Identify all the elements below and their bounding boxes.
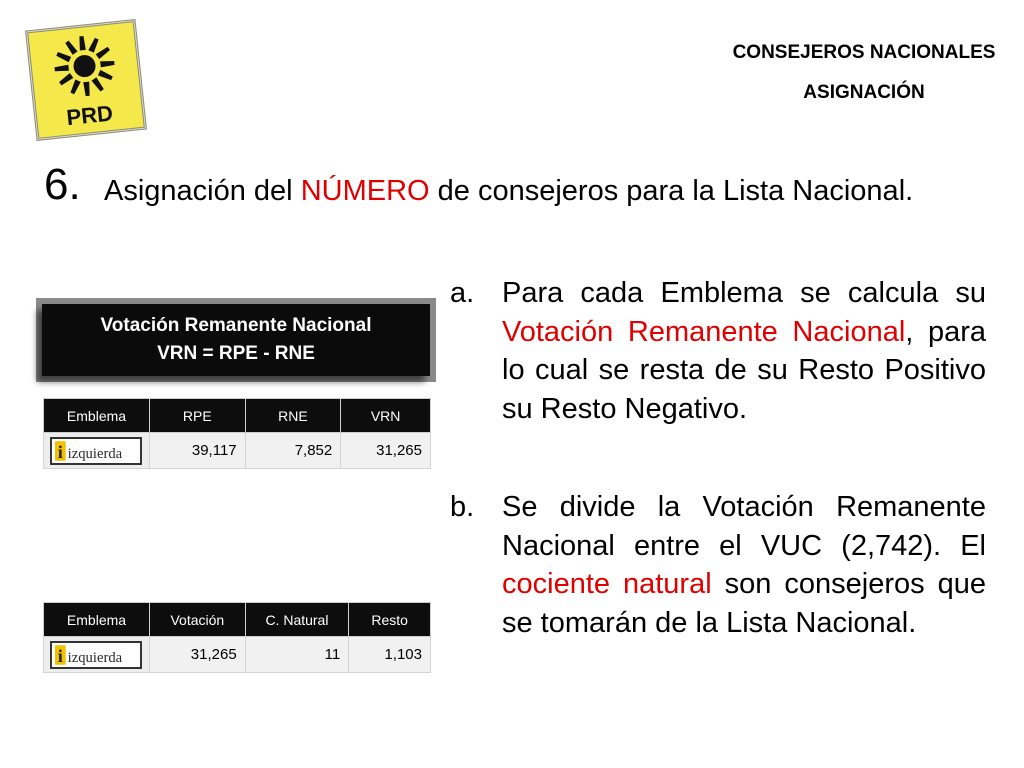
emblem-cell (44, 433, 150, 469)
izquierda-emblem-icon (50, 437, 142, 465)
formula-equation: VRN = RPE - RNE (157, 343, 315, 364)
svg-text:i: i (57, 441, 63, 462)
table-cell: 1,103 (349, 637, 431, 673)
col-header: Emblema (44, 603, 150, 637)
header-subtitle: ASIGNACIÓN (803, 82, 925, 103)
bullet-marker: b. (450, 491, 475, 523)
formula-box (42, 304, 430, 376)
table-cell: 31,265 (149, 637, 245, 673)
table-cell: 31,265 (341, 433, 431, 469)
col-header: Resto (349, 603, 431, 637)
bullet-text: Para cada Emblema se calcula su (502, 277, 986, 309)
bullet-marker: a. (450, 277, 475, 309)
table-cell: 7,852 (245, 433, 341, 469)
table-header-row (44, 603, 431, 637)
bullet-body (502, 488, 986, 642)
bullet-highlight: Votación Remanente Nacional (502, 315, 906, 348)
prd-logo (22, 16, 149, 143)
emblem-cell (44, 637, 150, 673)
bullet-a (450, 274, 986, 428)
vrn-table (43, 398, 431, 469)
bullet-highlight: cociente natural (502, 568, 712, 600)
cociente-table (43, 602, 431, 673)
bullet-text: , para lo cual se resta de su Resto Positivo su Resto Negativo. (502, 315, 986, 425)
logo-text: PRD (65, 100, 115, 131)
izquierda-emblem-icon (50, 641, 142, 669)
table-row (44, 433, 431, 469)
svg-text:izquierda: izquierda (67, 445, 123, 462)
prd-sun-logo-icon (22, 16, 149, 143)
svg-text:i: i (57, 645, 63, 666)
col-header: Votación (149, 603, 245, 637)
step-text-before: Asignación del (104, 175, 301, 207)
col-header: Emblema (44, 399, 150, 433)
slide-header (624, 33, 996, 113)
svg-text:izquierda: izquierda (67, 649, 123, 666)
step-heading (104, 172, 986, 210)
header-title: CONSEJEROS NACIONALES (732, 42, 996, 63)
step-text-after: de consejeros para la Lista Nacional. (429, 175, 914, 207)
col-header: VRN (341, 399, 431, 433)
col-header: C. Natural (245, 603, 349, 637)
table-cell: 39,117 (149, 433, 245, 469)
table-row (44, 637, 431, 673)
table-header-row (44, 399, 431, 433)
col-header: RNE (245, 399, 341, 433)
bullet-body (502, 274, 986, 428)
bullet-list (450, 274, 986, 642)
bullet-b (450, 488, 986, 642)
formula-title: Votación Remanente Nacional (100, 315, 372, 336)
col-header: RPE (149, 399, 245, 433)
step-highlight: NÚMERO (300, 175, 430, 207)
bullet-text: Se divide la Votación Remanente Nacional entre el VUC (2,742). El (502, 491, 986, 562)
step-number: 6. (44, 160, 81, 209)
bullet-text: son consejeros que se tomarán de la Lista Nacional. (502, 568, 986, 639)
table-cell: 11 (245, 637, 349, 673)
